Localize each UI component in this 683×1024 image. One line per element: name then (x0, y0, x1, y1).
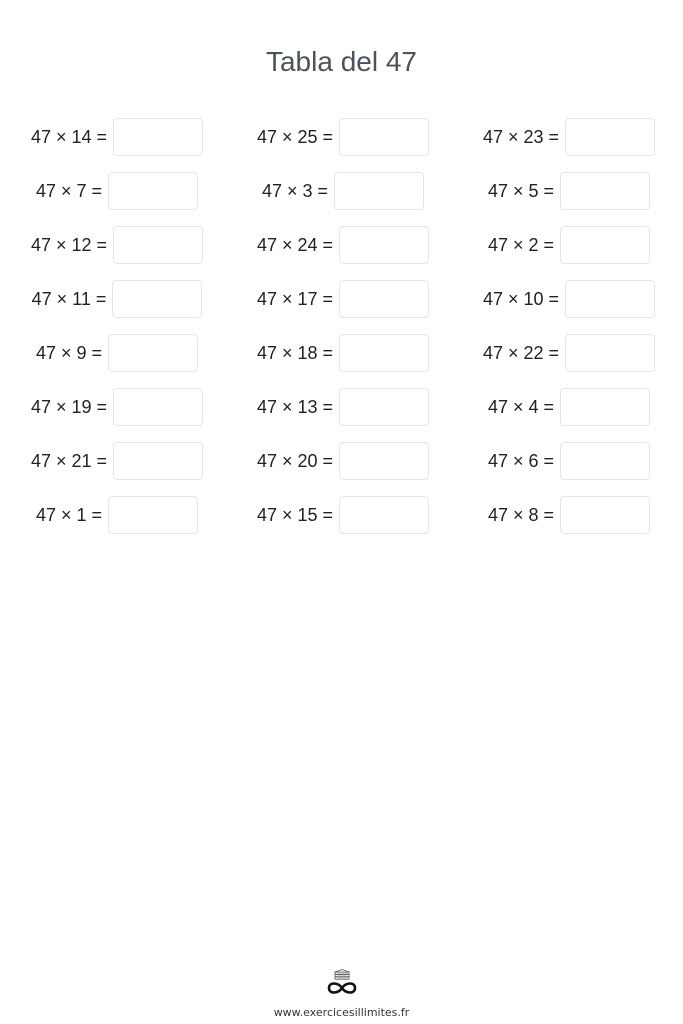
exercise-cell (456, 387, 682, 441)
footer-url[interactable]: www.exercicesillimites.fr (273, 1006, 410, 1019)
answer-input[interactable] (339, 442, 429, 480)
equation (262, 171, 424, 211)
equation (36, 495, 198, 535)
answer-input[interactable] (339, 118, 429, 156)
equation-label: 47 × 3 = (261, 180, 329, 201)
exercise-cell (4, 117, 230, 171)
exercise-cell (230, 441, 456, 495)
equation (483, 117, 655, 157)
equation-label: 47 × 19 = (30, 396, 108, 417)
answer-input[interactable] (113, 388, 203, 426)
equation (257, 495, 429, 535)
equation (488, 225, 650, 265)
exercise-cell (230, 171, 456, 225)
answer-input[interactable] (339, 388, 429, 426)
answer-input[interactable] (565, 118, 655, 156)
equation-label: 47 × 9 = (35, 342, 103, 363)
answer-input[interactable] (560, 226, 650, 264)
equation (257, 225, 429, 265)
answer-input[interactable] (339, 280, 429, 318)
equation (488, 495, 650, 535)
equation (488, 171, 650, 211)
equation-label: 47 × 15 = (256, 504, 334, 525)
answer-input[interactable] (560, 496, 650, 534)
equation-label: 47 × 14 = (30, 126, 108, 147)
exercise-cell (230, 117, 456, 171)
exercise-grid (4, 117, 682, 549)
equation-label: 47 × 22 = (482, 342, 560, 363)
equation-label: 47 × 13 = (256, 396, 334, 417)
equation-label: 47 × 24 = (256, 234, 334, 255)
equation-label: 47 × 7 = (35, 180, 103, 201)
equation (257, 117, 429, 157)
equation-label: 47 × 17 = (256, 288, 334, 309)
equation-label: 47 × 8 = (487, 504, 555, 525)
answer-input[interactable] (108, 496, 198, 534)
equation (36, 333, 198, 373)
exercise-cell (4, 333, 230, 387)
answer-input[interactable] (113, 118, 203, 156)
equation (32, 279, 203, 319)
exercise-cell (456, 333, 682, 387)
equation (31, 225, 203, 265)
equation (483, 333, 655, 373)
equation-label: 47 × 2 = (487, 234, 555, 255)
equation-label: 47 × 18 = (256, 342, 334, 363)
exercise-cell (230, 495, 456, 549)
exercise-cell (456, 117, 682, 171)
equation-label: 47 × 21 = (30, 450, 108, 471)
equation (488, 441, 650, 481)
exercise-cell (230, 279, 456, 333)
equation-label: 47 × 11 = (31, 288, 107, 309)
equation (31, 441, 203, 481)
answer-input[interactable] (565, 334, 655, 372)
equation (488, 387, 650, 427)
answer-input[interactable] (560, 442, 650, 480)
page-title: Tabla del 47 (265, 46, 417, 77)
equation (483, 279, 655, 319)
exercise-cell (4, 225, 230, 279)
exercise-cell (4, 441, 230, 495)
answer-input[interactable] (334, 172, 424, 210)
equation (257, 387, 429, 427)
equation-label: 47 × 23 = (482, 126, 560, 147)
equation (257, 279, 429, 319)
exercise-cell (4, 279, 230, 333)
equation-label: 47 × 10 = (482, 288, 560, 309)
equation-label: 47 × 6 = (487, 450, 555, 471)
equation (257, 441, 429, 481)
equation-label: 47 × 25 = (256, 126, 334, 147)
exercise-cell (456, 225, 682, 279)
infinity-books-icon (324, 968, 360, 998)
exercise-cell (456, 279, 682, 333)
answer-input[interactable] (113, 226, 203, 264)
answer-input[interactable] (560, 172, 650, 210)
answer-input[interactable] (565, 280, 655, 318)
equation (36, 171, 198, 211)
answer-input[interactable] (339, 334, 429, 372)
equation (31, 387, 203, 427)
exercise-cell (4, 171, 230, 225)
answer-input[interactable] (108, 172, 198, 210)
equation-label: 47 × 5 = (487, 180, 555, 201)
footer (0, 968, 683, 1019)
exercise-cell (230, 387, 456, 441)
answer-input[interactable] (108, 334, 198, 372)
answer-input[interactable] (112, 280, 202, 318)
equation-label: 47 × 4 = (487, 396, 555, 417)
answer-input[interactable] (113, 442, 203, 480)
answer-input[interactable] (339, 226, 429, 264)
equation (257, 333, 429, 373)
exercise-cell (456, 171, 682, 225)
exercise-cell (4, 495, 230, 549)
equation-label: 47 × 1 = (35, 504, 103, 525)
answer-input[interactable] (560, 388, 650, 426)
equation-label: 47 × 20 = (256, 450, 334, 471)
exercise-cell (4, 387, 230, 441)
exercise-cell (456, 441, 682, 495)
exercise-cell (456, 495, 682, 549)
exercise-cell (230, 225, 456, 279)
equation (31, 117, 203, 157)
equation-label: 47 × 12 = (30, 234, 108, 255)
exercise-cell (230, 333, 456, 387)
answer-input[interactable] (339, 496, 429, 534)
